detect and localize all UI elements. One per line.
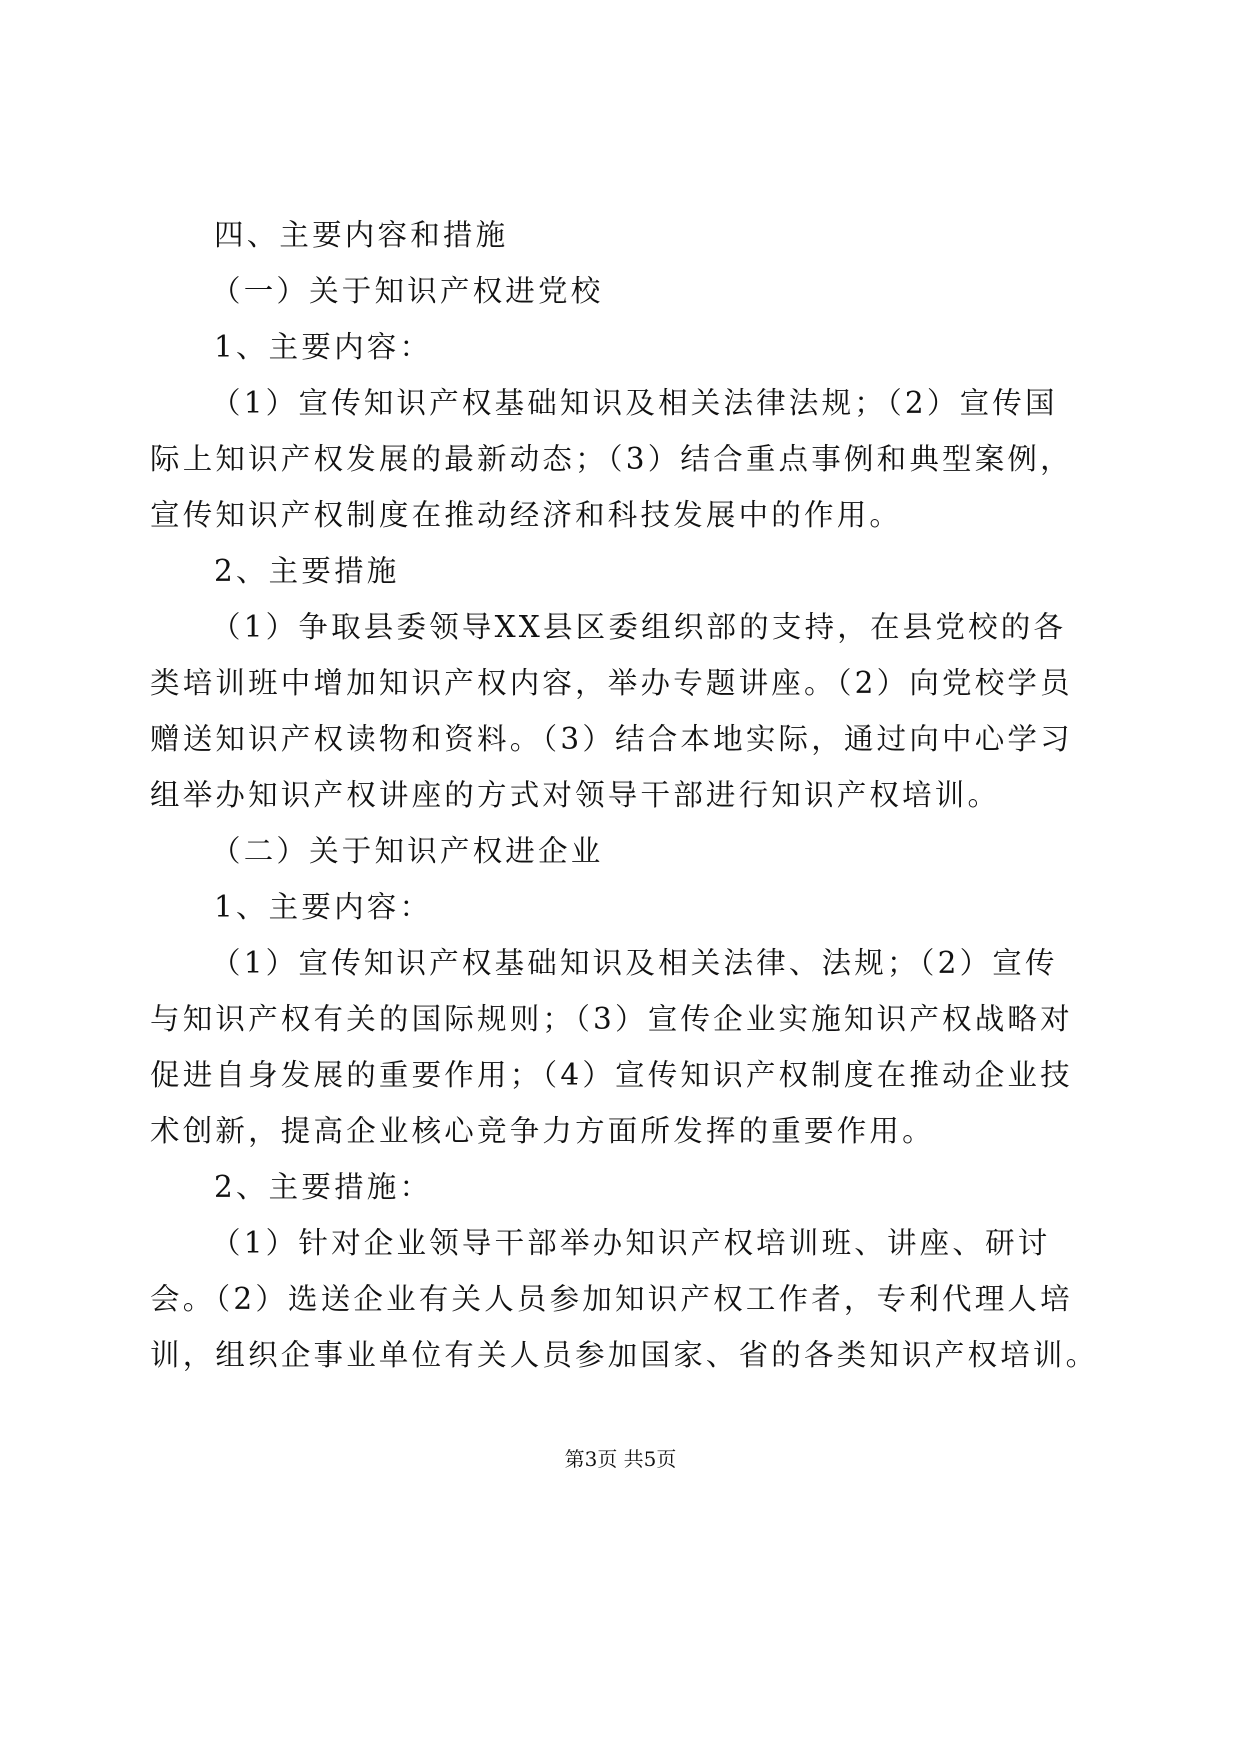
page-number-footer: 第3页 共5页	[564, 1447, 677, 1471]
paragraph-line: （1）宣传知识产权基础知识及相关法律、法规；（2）宣传	[211, 946, 1058, 980]
paragraph-line: （1）宣传知识产权基础知识及相关法律法规；（2）宣传国	[211, 386, 1058, 420]
paragraph-line: 际上知识产权发展的最新动态；（3）结合重点事例和典型案例，	[150, 442, 1073, 476]
subsection-heading: （二）关于知识产权进企业	[211, 834, 604, 868]
item-heading: 1、主要内容：	[214, 330, 433, 364]
paragraph-line: （1）针对企业领导干部举办知识产权培训班、讲座、研讨	[211, 1226, 1051, 1260]
paragraph-line: 促进自身发展的重要作用；（4）宣传知识产权制度在推动企业技	[150, 1058, 1073, 1092]
item-heading: 2、主要措施	[214, 554, 400, 588]
section-heading: 四、主要内容和措施	[214, 218, 509, 252]
paragraph-line: 组举办知识产权讲座的方式对领导干部进行知识产权培训。	[150, 778, 1001, 812]
paragraph-line: 与知识产权有关的国际规则；（3）宣传企业实施知识产权战略对	[150, 1002, 1073, 1036]
subsection-heading: （一）关于知识产权进党校	[211, 274, 604, 308]
paragraph-line: 赠送知识产权读物和资料。（3）结合本地实际，通过向中心学习	[150, 722, 1073, 756]
item-heading: 2、主要措施：	[214, 1170, 433, 1204]
paragraph-line: 会。（2）选送企业有关人员参加知识产权工作者，专利代理人培	[150, 1282, 1073, 1316]
item-heading: 1、主要内容：	[214, 890, 433, 924]
paragraph-line: 类培训班中增加知识产权内容，举办专题讲座。（2）向党校学员	[150, 666, 1073, 700]
paragraph-line: 术创新，提高企业核心竞争力方面所发挥的重要作用。	[150, 1114, 935, 1148]
paragraph-line: （1）争取县委领导XX县区委组织部的支持，在县党校的各	[211, 610, 1067, 644]
paragraph-line: 宣传知识产权制度在推动经济和科技发展中的作用。	[150, 498, 903, 532]
paragraph-line: 训，组织企事业单位有关人员参加国家、省的各类知识产权培训。	[150, 1338, 1099, 1372]
